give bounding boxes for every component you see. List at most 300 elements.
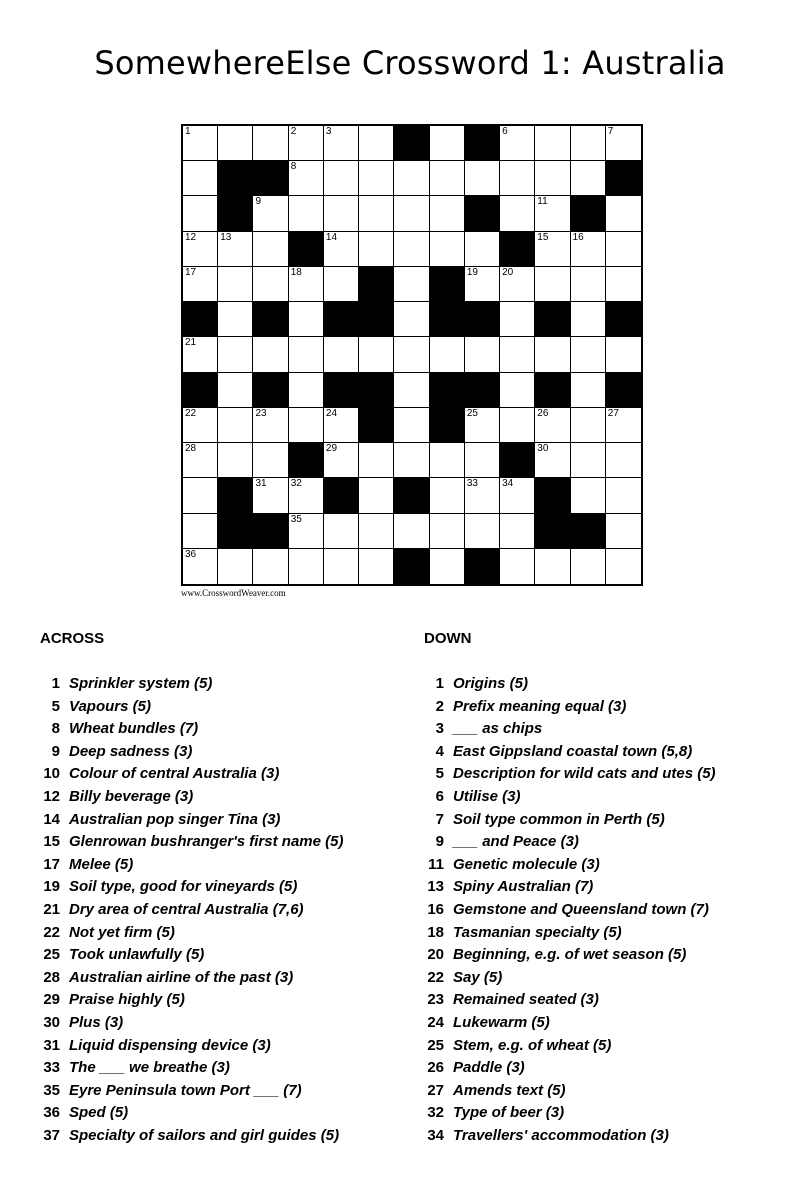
grid-square[interactable]	[324, 267, 359, 302]
clue-text: Billy beverage (3)	[69, 787, 194, 805]
across-clue	[38, 741, 343, 764]
grid-square[interactable]	[606, 126, 641, 161]
clue-number: 30	[537, 443, 549, 455]
clue-number: 7	[607, 126, 614, 137]
grid-square[interactable]	[571, 478, 606, 513]
black-square	[253, 161, 288, 196]
clue-number: 26	[427, 1059, 444, 1077]
grid-square[interactable]	[535, 161, 570, 196]
clue-number: 9	[255, 196, 262, 208]
across-clue	[38, 876, 343, 899]
black-square	[253, 514, 288, 549]
grid-square[interactable]	[500, 126, 535, 161]
down-clue	[422, 944, 716, 967]
clue-text: Say (5)	[453, 968, 503, 986]
down-clue	[422, 1102, 716, 1125]
down-clue	[422, 1125, 716, 1148]
grid-square[interactable]	[253, 478, 288, 513]
clue-text: Dry area of central Australia (7,6)	[69, 900, 304, 918]
black-square	[500, 443, 535, 478]
grid-square[interactable]	[253, 267, 288, 302]
grid-square[interactable]	[430, 514, 465, 549]
clue-text: Not yet firm (5)	[69, 923, 175, 941]
grid-square[interactable]	[571, 549, 606, 584]
grid-square[interactable]	[394, 408, 429, 443]
grid-square[interactable]	[394, 373, 429, 408]
grid-square[interactable]	[571, 443, 606, 478]
black-square	[606, 161, 641, 196]
grid-square[interactable]	[571, 126, 606, 161]
clue-number: 12	[185, 231, 197, 243]
black-square	[289, 232, 324, 267]
clue-text: Lukewarm (5)	[453, 1013, 550, 1031]
grid-square[interactable]	[289, 126, 324, 161]
grid-square[interactable]	[535, 126, 570, 161]
clue-text: Sprinkler system (5)	[69, 675, 213, 692]
clue-number: 19	[466, 266, 478, 278]
grid-square[interactable]	[606, 232, 641, 267]
black-square	[571, 196, 606, 231]
grid-square[interactable]	[218, 302, 253, 337]
clue-text: Vapours (5)	[69, 697, 151, 715]
credit-text: www.CrosswordWeaver.com	[181, 588, 286, 598]
grid-square[interactable]	[183, 196, 218, 231]
clue-number: 25	[466, 407, 478, 419]
black-square	[535, 373, 570, 408]
clue-number: 26	[537, 407, 549, 419]
grid-square[interactable]	[571, 337, 606, 372]
grid-square[interactable]	[359, 196, 394, 231]
clue-number: 20	[427, 946, 444, 964]
grid-square[interactable]	[183, 161, 218, 196]
clue-number: 31	[255, 478, 267, 490]
grid-square[interactable]	[253, 549, 288, 584]
clue-text: Melee (5)	[69, 855, 134, 873]
clue-number: 18	[427, 923, 444, 941]
clue-number: 2	[290, 126, 297, 137]
clue-number: 28	[185, 443, 197, 455]
clue-text: ___ and Peace (3)	[453, 833, 579, 851]
grid-square[interactable]	[289, 549, 324, 584]
clue-number: 1	[51, 675, 60, 692]
down-clue	[422, 763, 716, 786]
page-title: SomewhereElse Crossword 1: Australia	[94, 44, 726, 82]
clue-number: 29	[325, 443, 338, 455]
grid-square[interactable]	[289, 161, 324, 196]
clue-text: Spiny Australian (7)	[453, 878, 594, 896]
black-square	[218, 514, 253, 549]
clue-number: 3	[325, 126, 332, 137]
grid-square[interactable]	[465, 232, 500, 267]
grid-square[interactable]	[289, 408, 324, 443]
black-square	[500, 232, 535, 267]
down-clue	[422, 854, 716, 877]
across-clue	[38, 831, 343, 854]
clue-text: Glenrowan bushranger's first name (5)	[69, 833, 344, 851]
grid-square[interactable]	[535, 196, 570, 231]
clue-number: 27	[427, 1081, 444, 1099]
grid-square[interactable]	[183, 478, 218, 513]
grid-square[interactable]	[289, 196, 324, 231]
grid-square[interactable]	[500, 267, 535, 302]
grid-square[interactable]	[394, 337, 429, 372]
grid-square[interactable]	[430, 549, 465, 584]
clue-text: Eyre Peninsula town Port ___ (7)	[69, 1081, 302, 1099]
black-square	[394, 126, 429, 161]
down-clue	[422, 1035, 716, 1058]
clue-text: Liquid dispensing device (3)	[69, 1036, 271, 1054]
grid-square[interactable]	[606, 514, 641, 549]
across-clue	[38, 1012, 343, 1035]
grid-square[interactable]	[430, 478, 465, 513]
black-square	[218, 196, 253, 231]
grid-square[interactable]	[535, 232, 570, 267]
across-clue	[38, 1102, 343, 1125]
clue-number: 15	[537, 231, 549, 243]
clue-number: 13	[427, 878, 444, 896]
grid-square[interactable]	[535, 267, 570, 302]
clue-number: 36	[185, 548, 197, 560]
grid-square[interactable]	[289, 302, 324, 337]
grid-square[interactable]	[535, 443, 570, 478]
grid-square[interactable]	[324, 161, 359, 196]
black-square	[359, 408, 394, 443]
black-square	[218, 161, 253, 196]
grid-square[interactable]	[606, 549, 641, 584]
down-clue	[422, 809, 716, 832]
down-clue	[422, 718, 716, 741]
clue-number: 16	[427, 900, 444, 918]
grid-square[interactable]	[465, 443, 500, 478]
black-square	[606, 302, 641, 337]
grid-square[interactable]	[394, 161, 429, 196]
clue-number: 5	[466, 126, 473, 137]
grid-square[interactable]	[571, 232, 606, 267]
grid-square[interactable]	[359, 443, 394, 478]
grid-square[interactable]	[183, 443, 218, 478]
grid-square[interactable]	[430, 196, 465, 231]
grid-square[interactable]	[253, 408, 288, 443]
grid-square[interactable]	[571, 267, 606, 302]
clue-number: 28	[43, 968, 60, 986]
grid-square[interactable]	[324, 514, 359, 549]
grid-square[interactable]	[289, 514, 324, 549]
clue-number: 33	[466, 478, 478, 490]
grid-square[interactable]	[183, 267, 218, 302]
grid-square[interactable]	[465, 408, 500, 443]
grid-square[interactable]	[465, 161, 500, 196]
grid-square[interactable]	[394, 196, 429, 231]
clue-number: 14	[325, 231, 338, 243]
clue-number: 30	[43, 1013, 60, 1031]
clue-text: Wheat bundles (7)	[69, 720, 199, 738]
clue-number: 33	[43, 1059, 60, 1077]
clue-number: 23	[255, 407, 267, 419]
clue-number: 35	[43, 1081, 60, 1099]
grid-square[interactable]	[253, 337, 288, 372]
clue-number: 1	[185, 126, 191, 137]
grid-square[interactable]	[606, 408, 641, 443]
down-clue	[422, 967, 716, 990]
grid-square[interactable]	[183, 514, 218, 549]
black-square	[465, 549, 500, 584]
clue-number: 27	[607, 407, 619, 419]
down-clue-list	[422, 630, 716, 1147]
clue-number: 13	[220, 231, 232, 243]
grid-square[interactable]	[500, 408, 535, 443]
across-heading: ACROSS	[40, 630, 105, 647]
grid-square[interactable]	[289, 337, 324, 372]
clue-number: 31	[43, 1036, 60, 1054]
across-clue	[38, 1125, 343, 1148]
clue-number: 25	[427, 1036, 444, 1054]
clue-text: Utilise (3)	[453, 787, 521, 805]
grid-square[interactable]	[430, 443, 465, 478]
clue-number: 7	[435, 810, 444, 828]
clue-text: Stem, e.g. of wheat (5)	[453, 1036, 612, 1054]
grid-square[interactable]	[465, 514, 500, 549]
across-clue	[38, 763, 343, 786]
across-clue	[38, 854, 343, 877]
grid-square[interactable]	[218, 443, 253, 478]
grid-square[interactable]	[500, 161, 535, 196]
clue-text: Remained seated (3)	[453, 991, 599, 1009]
grid-square[interactable]	[359, 478, 394, 513]
grid-square[interactable]	[183, 549, 218, 584]
across-clue	[38, 696, 343, 719]
grid-square[interactable]	[324, 408, 359, 443]
grid-square[interactable]	[324, 549, 359, 584]
clue-number: 5	[435, 765, 444, 783]
clue-number: 19	[43, 878, 60, 896]
grid-square[interactable]	[606, 337, 641, 372]
clue-number: 9	[435, 833, 444, 851]
grid-square[interactable]	[183, 408, 218, 443]
grid-square[interactable]	[289, 373, 324, 408]
clue-text: Travellers' accommodation (3)	[453, 1126, 669, 1144]
grid-square[interactable]	[571, 161, 606, 196]
grid-square[interactable]	[324, 126, 359, 161]
grid-square[interactable]	[571, 373, 606, 408]
across-clue	[38, 967, 343, 990]
down-clue	[422, 1012, 716, 1035]
down-clue	[422, 989, 716, 1012]
clue-text: Took unlawfully (5)	[69, 946, 205, 964]
clue-number: 21	[43, 900, 60, 918]
black-square	[535, 478, 570, 513]
grid-square[interactable]	[183, 232, 218, 267]
grid-square[interactable]	[606, 478, 641, 513]
grid-square[interactable]	[430, 337, 465, 372]
across-clue-list	[38, 630, 343, 1147]
across-clue	[38, 1080, 343, 1103]
clue-text: East Gippsland coastal town (5,8)	[453, 742, 693, 760]
black-square	[430, 302, 465, 337]
clue-text: Australian airline of the past (3)	[69, 968, 294, 986]
clue-number: 23	[427, 991, 444, 1009]
clue-number: 21	[185, 337, 197, 349]
clue-text: ___ as chips	[453, 720, 543, 738]
grid-square[interactable]	[500, 337, 535, 372]
grid-square[interactable]	[465, 478, 500, 513]
black-square	[430, 408, 465, 443]
clue-number: 18	[290, 266, 302, 278]
grid-square[interactable]	[465, 267, 500, 302]
clue-number: 22	[43, 923, 60, 941]
grid-square[interactable]	[359, 514, 394, 549]
clue-number: 4	[396, 126, 402, 137]
grid-square[interactable]	[359, 161, 394, 196]
black-square	[359, 373, 394, 408]
black-square	[253, 373, 288, 408]
clue-text: Amends text (5)	[453, 1081, 566, 1099]
black-square	[359, 267, 394, 302]
clue-number: 37	[466, 548, 478, 560]
grid-square[interactable]	[465, 337, 500, 372]
clue-text: Plus (3)	[69, 1013, 124, 1031]
across-clue	[38, 899, 343, 922]
grid-square[interactable]	[324, 196, 359, 231]
black-square	[535, 302, 570, 337]
across-clue	[38, 989, 343, 1012]
grid-square[interactable]	[218, 337, 253, 372]
black-square	[465, 302, 500, 337]
clue-number: 6	[502, 126, 508, 137]
down-clue	[422, 1057, 716, 1080]
grid-square[interactable]	[394, 232, 429, 267]
grid-square[interactable]	[253, 196, 288, 231]
across-clue	[38, 922, 343, 945]
clue-text: Beginning, e.g. of wet season (5)	[453, 946, 687, 964]
black-square	[394, 478, 429, 513]
clue-text: Type of beer (3)	[453, 1104, 565, 1122]
clue-number: 34	[427, 1126, 444, 1144]
clue-number: 4	[435, 742, 444, 760]
clue-text: Prefix meaning equal (3)	[453, 697, 627, 715]
across-clue	[38, 718, 343, 741]
grid-square[interactable]	[500, 478, 535, 513]
clue-text: Tasmanian specialty (5)	[453, 923, 622, 941]
across-clue	[38, 1057, 343, 1080]
grid-square[interactable]	[571, 408, 606, 443]
clue-text: Description for wild cats and utes (5)	[453, 765, 716, 783]
grid-square[interactable]	[500, 549, 535, 584]
black-square	[324, 478, 359, 513]
grid-square[interactable]	[218, 373, 253, 408]
across-clue	[38, 1035, 343, 1058]
grid-square[interactable]	[253, 232, 288, 267]
grid-square[interactable]	[606, 267, 641, 302]
clue-number: 12	[43, 787, 60, 805]
black-square	[359, 302, 394, 337]
across-clue	[38, 786, 343, 809]
grid-square[interactable]	[500, 373, 535, 408]
grid-square[interactable]	[324, 232, 359, 267]
grid-square[interactable]	[500, 302, 535, 337]
black-square	[394, 549, 429, 584]
clue-number: 17	[43, 855, 60, 873]
grid-square[interactable]	[394, 302, 429, 337]
clue-text: Gemstone and Queensland town (7)	[453, 900, 709, 918]
grid-square[interactable]	[606, 443, 641, 478]
clue-number: 9	[51, 742, 60, 760]
grid-square[interactable]	[218, 549, 253, 584]
grid-square[interactable]	[535, 408, 570, 443]
grid-square[interactable]	[324, 337, 359, 372]
clue-text: Soil type, good for vineyards (5)	[69, 878, 298, 896]
clue-number: 15	[43, 833, 60, 851]
black-square	[430, 373, 465, 408]
grid-square[interactable]	[289, 478, 324, 513]
black-square	[289, 443, 324, 478]
clue-number: 14	[43, 810, 60, 828]
clue-number: 25	[43, 946, 60, 964]
grid-square[interactable]	[218, 232, 253, 267]
clue-text: Specialty of sailors and girl guides (5)	[69, 1126, 340, 1144]
clue-number: 8	[51, 720, 60, 738]
across-clue	[38, 809, 343, 832]
black-square	[324, 302, 359, 337]
grid-square[interactable]	[430, 232, 465, 267]
grid-square[interactable]	[183, 337, 218, 372]
grid-square[interactable]	[430, 126, 465, 161]
clue-number: 22	[427, 968, 444, 986]
down-clue	[422, 673, 716, 696]
grid-square[interactable]	[218, 408, 253, 443]
clue-number: 5	[51, 697, 60, 715]
clue-number: 37	[43, 1126, 60, 1144]
grid-square[interactable]	[253, 126, 288, 161]
clue-text: Deep sadness (3)	[69, 742, 193, 760]
grid-square[interactable]	[183, 126, 218, 161]
grid-square[interactable]	[394, 514, 429, 549]
grid-square[interactable]	[394, 443, 429, 478]
black-square	[430, 267, 465, 302]
clue-number: 10	[43, 765, 60, 783]
grid-square[interactable]	[289, 267, 324, 302]
clue-number: 24	[427, 1013, 444, 1031]
clue-number: 10	[466, 196, 478, 208]
grid-square[interactable]	[606, 196, 641, 231]
clue-number: 8	[290, 161, 297, 173]
grid-square[interactable]	[218, 267, 253, 302]
clue-text: Origins (5)	[453, 675, 529, 692]
black-square	[218, 478, 253, 513]
black-square	[465, 126, 500, 161]
grid-square[interactable]	[571, 302, 606, 337]
clue-text: Sped (5)	[69, 1104, 129, 1122]
across-clue	[38, 944, 343, 967]
grid-square[interactable]	[359, 232, 394, 267]
grid-square[interactable]	[535, 337, 570, 372]
clue-number: 17	[185, 266, 197, 278]
grid-square[interactable]	[324, 443, 359, 478]
grid-square[interactable]	[430, 161, 465, 196]
black-square	[465, 196, 500, 231]
grid-square[interactable]	[500, 514, 535, 549]
down-clue	[422, 786, 716, 809]
grid-square[interactable]	[253, 443, 288, 478]
grid-square[interactable]	[218, 126, 253, 161]
grid-square[interactable]	[359, 126, 394, 161]
grid-square[interactable]	[535, 549, 570, 584]
grid-square[interactable]	[359, 549, 394, 584]
grid-square[interactable]	[394, 267, 429, 302]
grid-square[interactable]	[500, 196, 535, 231]
down-clue	[422, 696, 716, 719]
across-clue	[38, 673, 343, 696]
grid-square[interactable]	[359, 337, 394, 372]
